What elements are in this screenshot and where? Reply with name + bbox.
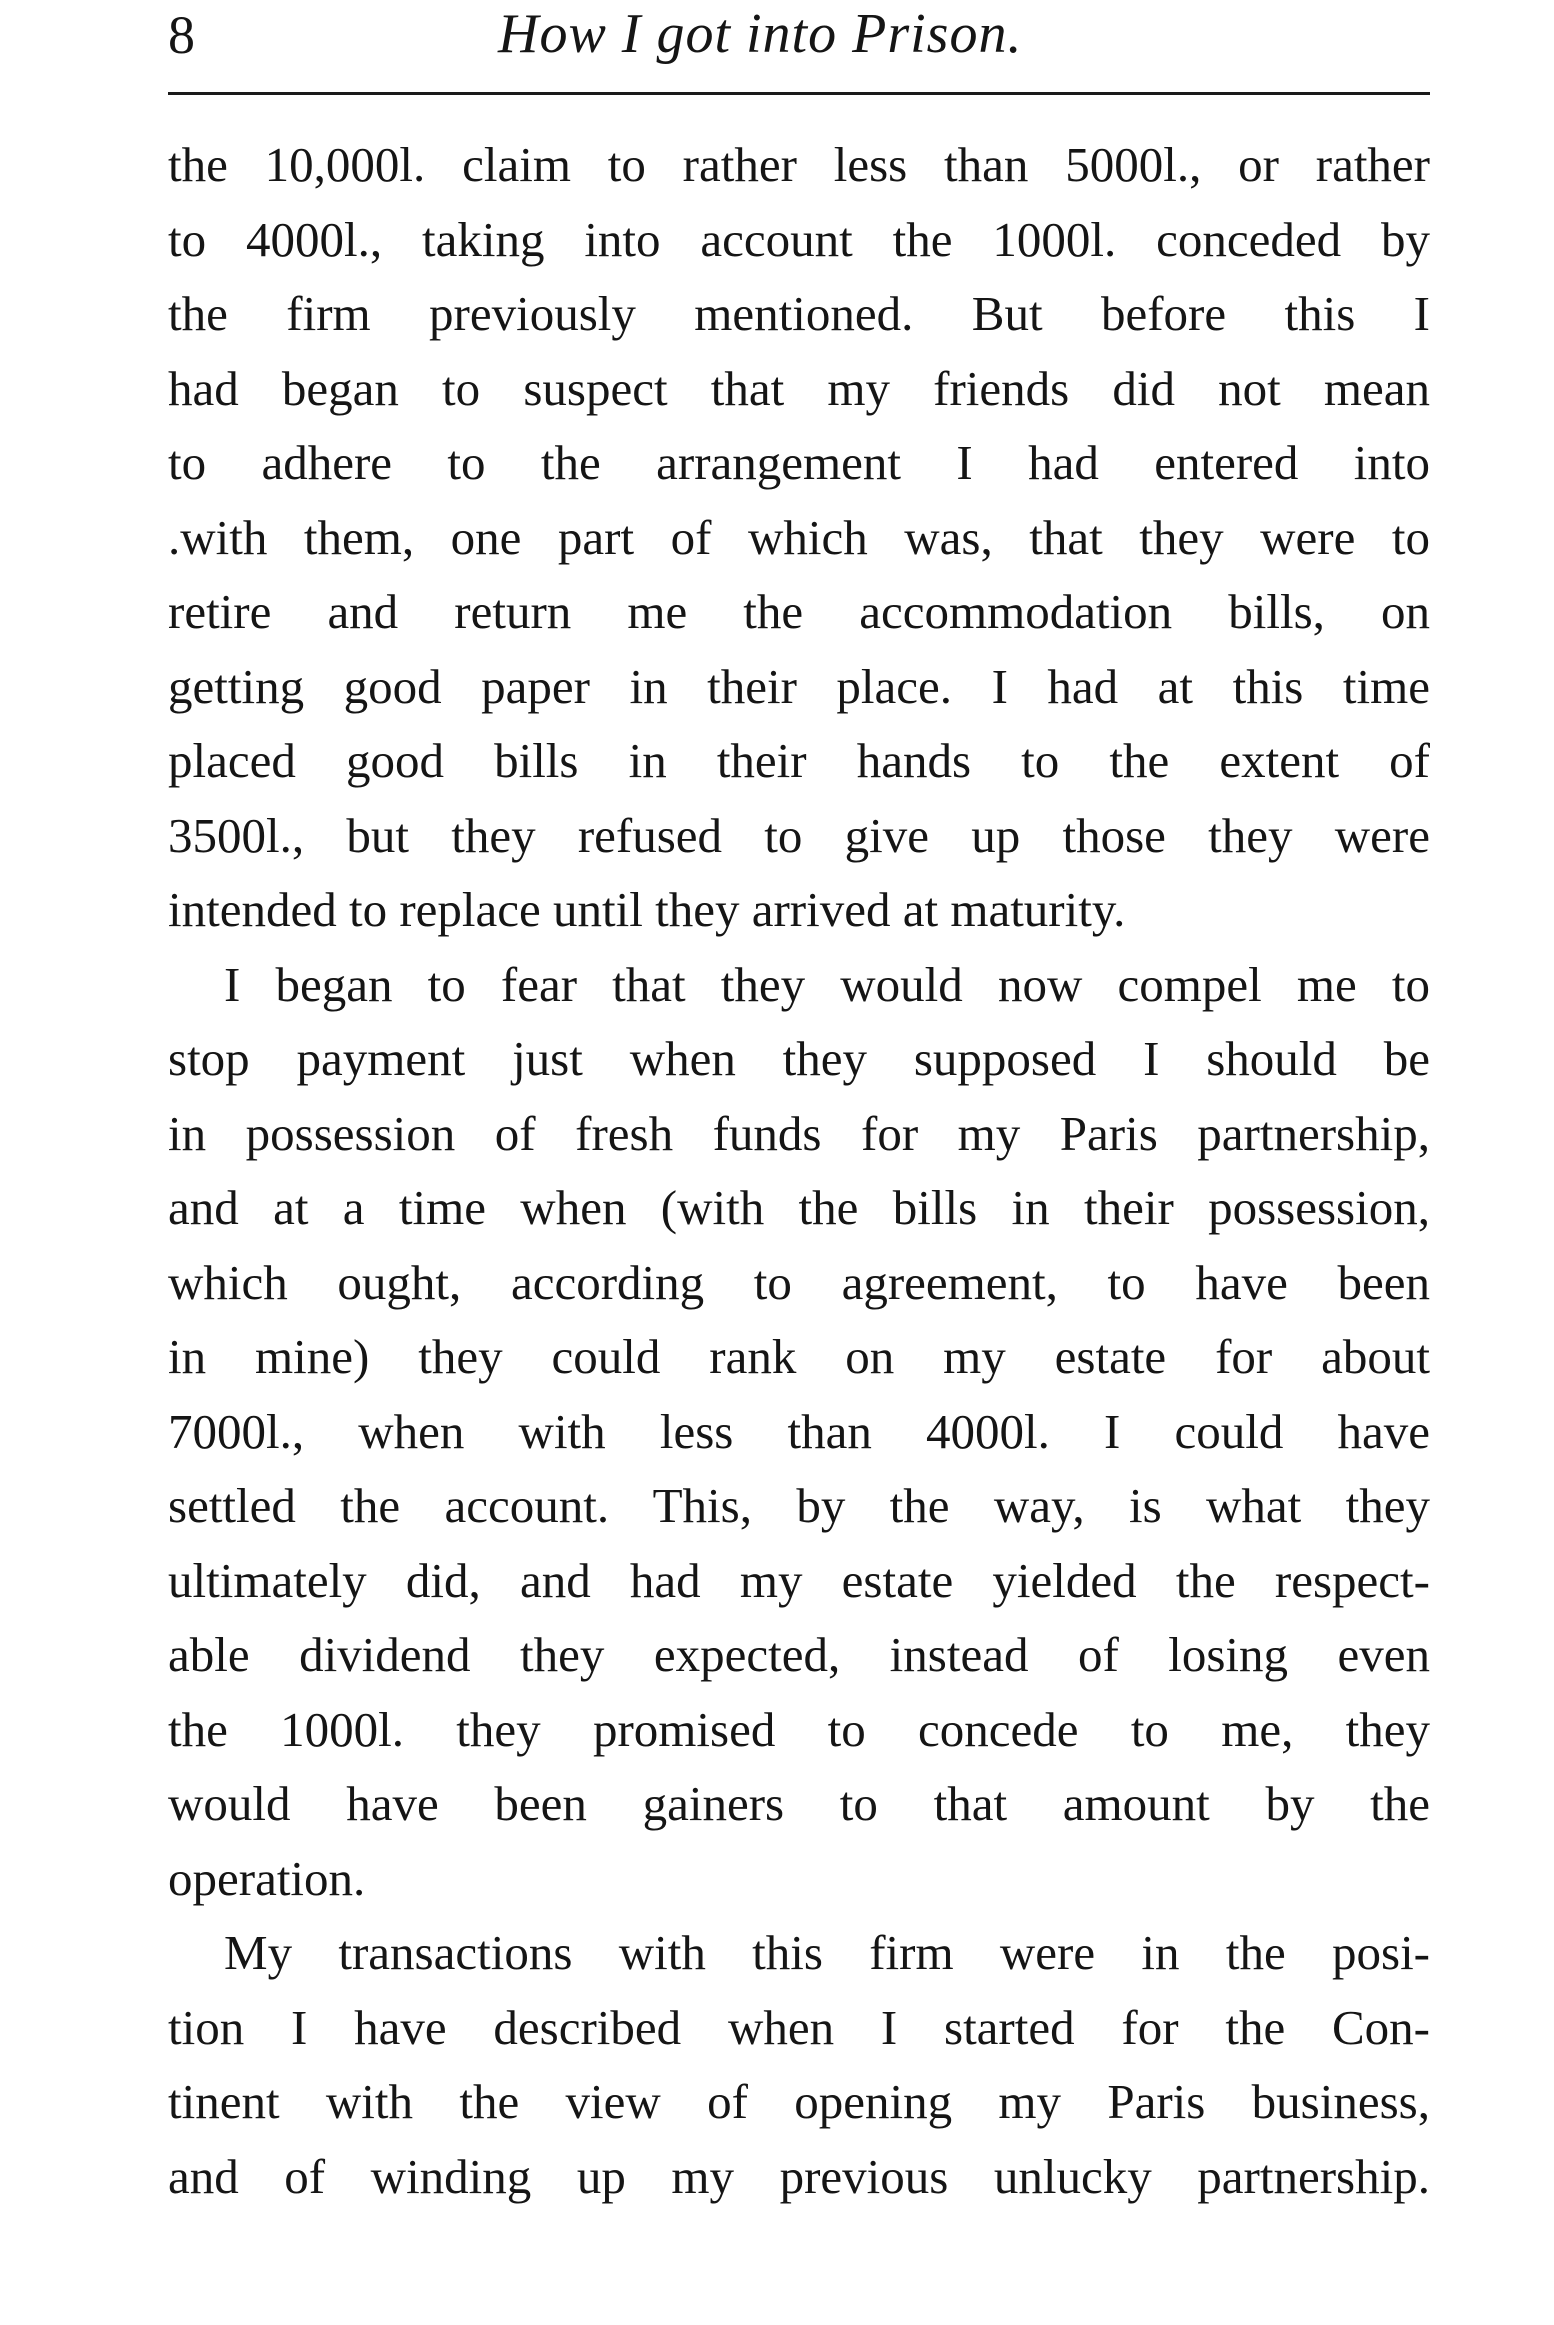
text-line: and at a time when (with the bills in their possession, [168,1180,1430,1235]
text-line: and of winding up my previous unlucky partnership. [168,2148,1430,2204]
text-line: to 4000l., taking into account the 1000l. conceded by [168,211,1430,267]
running-title: How I got into Prison. [498,3,1023,65]
text-line: ultimately did, and had my estate yielded the respect- [168,1552,1430,1608]
header-rule [168,92,1430,95]
text-line: 3500l., but they refused to give up those they were [168,807,1430,863]
text-line: 7000l., when with less than 4000l. I could have [168,1403,1430,1459]
text-line: in mine) they could rank on my estate for about [168,1329,1430,1384]
text-line: retire and return me the accommodation bills, on [168,584,1430,639]
text-line: placed good bills in their hands to the extent of [168,733,1430,788]
text-line: My transactions with this firm were in the posi- [224,1925,1430,1980]
text-line: the firm previously mentioned. But before this I [168,286,1430,341]
page-header [168,0,1428,78]
text-line: getting good paper in their place. I had at this time [168,658,1430,714]
text-line: in possession of fresh funds for my Paris partnership, [168,1105,1430,1161]
text-line: operation. [168,1850,366,1906]
text-line: intended to replace until they arrived at maturity. [168,882,1126,937]
text-line: the 1000l. they promised to concede to me, they [168,1701,1430,1757]
text-line: .with them, one part of which was, that they were to [168,509,1430,565]
text-line: I began to fear that they would now compel me to [224,956,1430,1012]
text-line: had began to suspect that my friends did not mean [168,360,1430,416]
text-line: tinent with the view of opening my Paris business, [168,2074,1430,2129]
text-line: the 10,000l. claim to rather less than 5000l., or rather [168,137,1430,192]
text-line: would have been gainers to that amount by the [168,1776,1430,1831]
text-line: stop payment just when they supposed I should be [168,1031,1430,1086]
page-number: 8 [168,5,195,65]
paragraph [168,948,1430,1917]
paragraph [168,1916,1430,2214]
text-line: tion I have described when I started for the Con- [168,1999,1430,2055]
text-line: which ought, according to agreement, to have been [168,1254,1430,1310]
text-line: able dividend they expected, instead of losing even [168,1627,1430,1682]
body-text [168,128,1430,2214]
text-line: to adhere to the arrangement I had entered into [168,435,1430,490]
text-line: settled the account. This, by the way, is what they [168,1478,1430,1533]
paragraph [168,128,1430,948]
